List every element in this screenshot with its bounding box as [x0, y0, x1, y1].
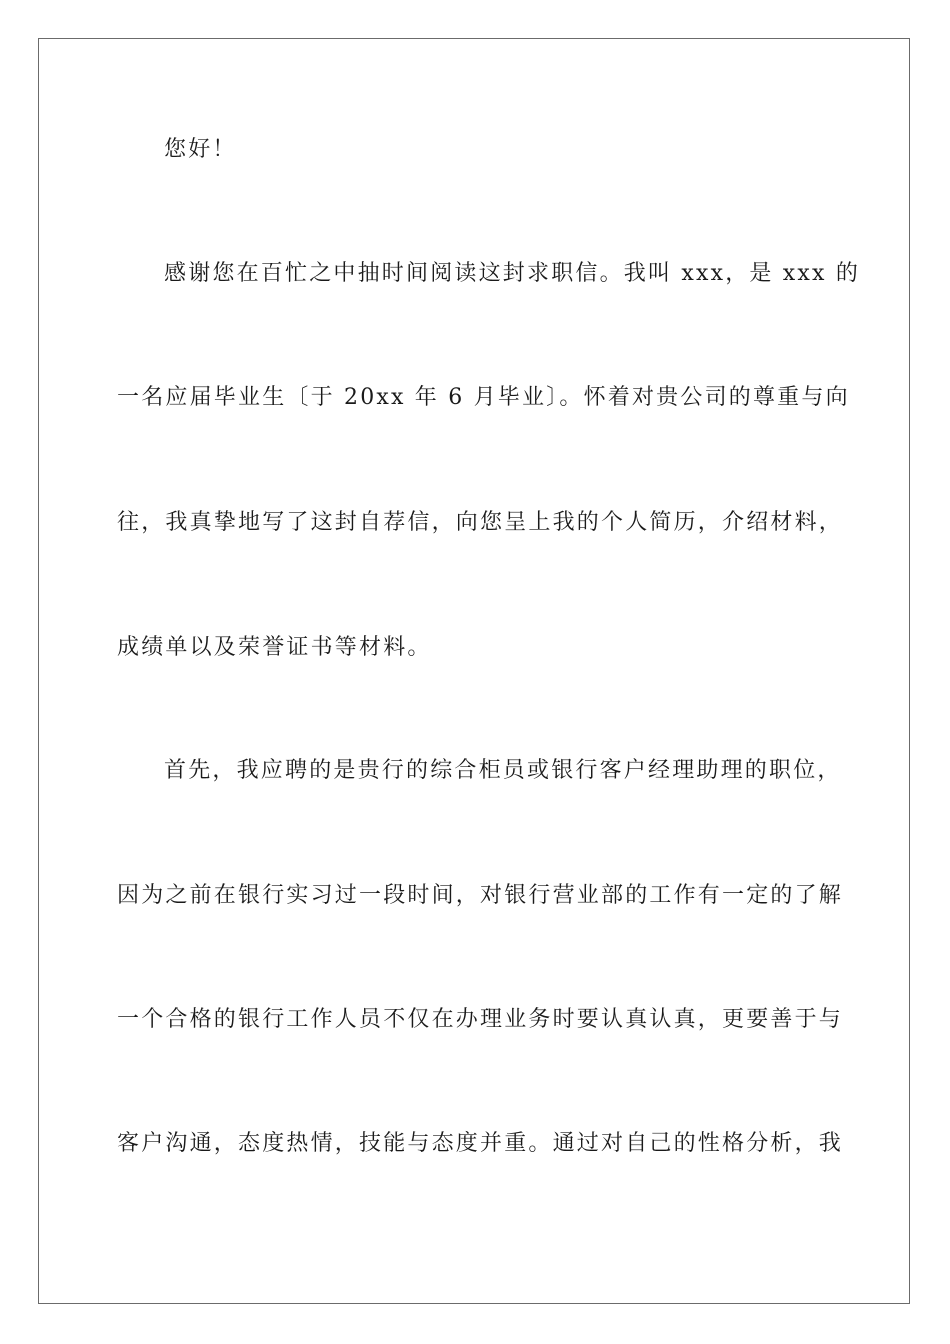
paragraph-1-line-4: 成绩单以及荣誉证书等材料。 — [117, 635, 432, 660]
paragraph-2-line-2: 因为之前在银行实习过一段时间，对银行营业部的工作有一定的了解 — [117, 883, 844, 908]
paragraph-1-line-2: 一名应届毕业生〔于 20xx 年 6 月毕业〕。怀着对贵公司的尊重与向 — [117, 385, 850, 410]
page-border — [38, 38, 910, 1304]
paragraph-2-line-4: 客户沟通，态度热情，技能与态度并重。通过对自己的性格分析，我 — [117, 1131, 844, 1156]
paragraph-2-line-3: 一个合格的银行工作人员不仅在办理业务时要认真认真，更要善于与 — [117, 1007, 844, 1032]
paragraph-1-line-1: 感谢您在百忙之中抽时间阅读这封求职信。我叫 xxx，是 xxx 的 — [164, 261, 861, 286]
paragraph-1-line-3: 往，我真挚地写了这封自荐信，向您呈上我的个人简历，介绍材料， — [117, 510, 844, 535]
greeting-line: 您好！ — [164, 137, 237, 162]
paragraph-2-line-1: 首先，我应聘的是贵行的综合柜员或银行客户经理助理的职位， — [164, 758, 842, 783]
